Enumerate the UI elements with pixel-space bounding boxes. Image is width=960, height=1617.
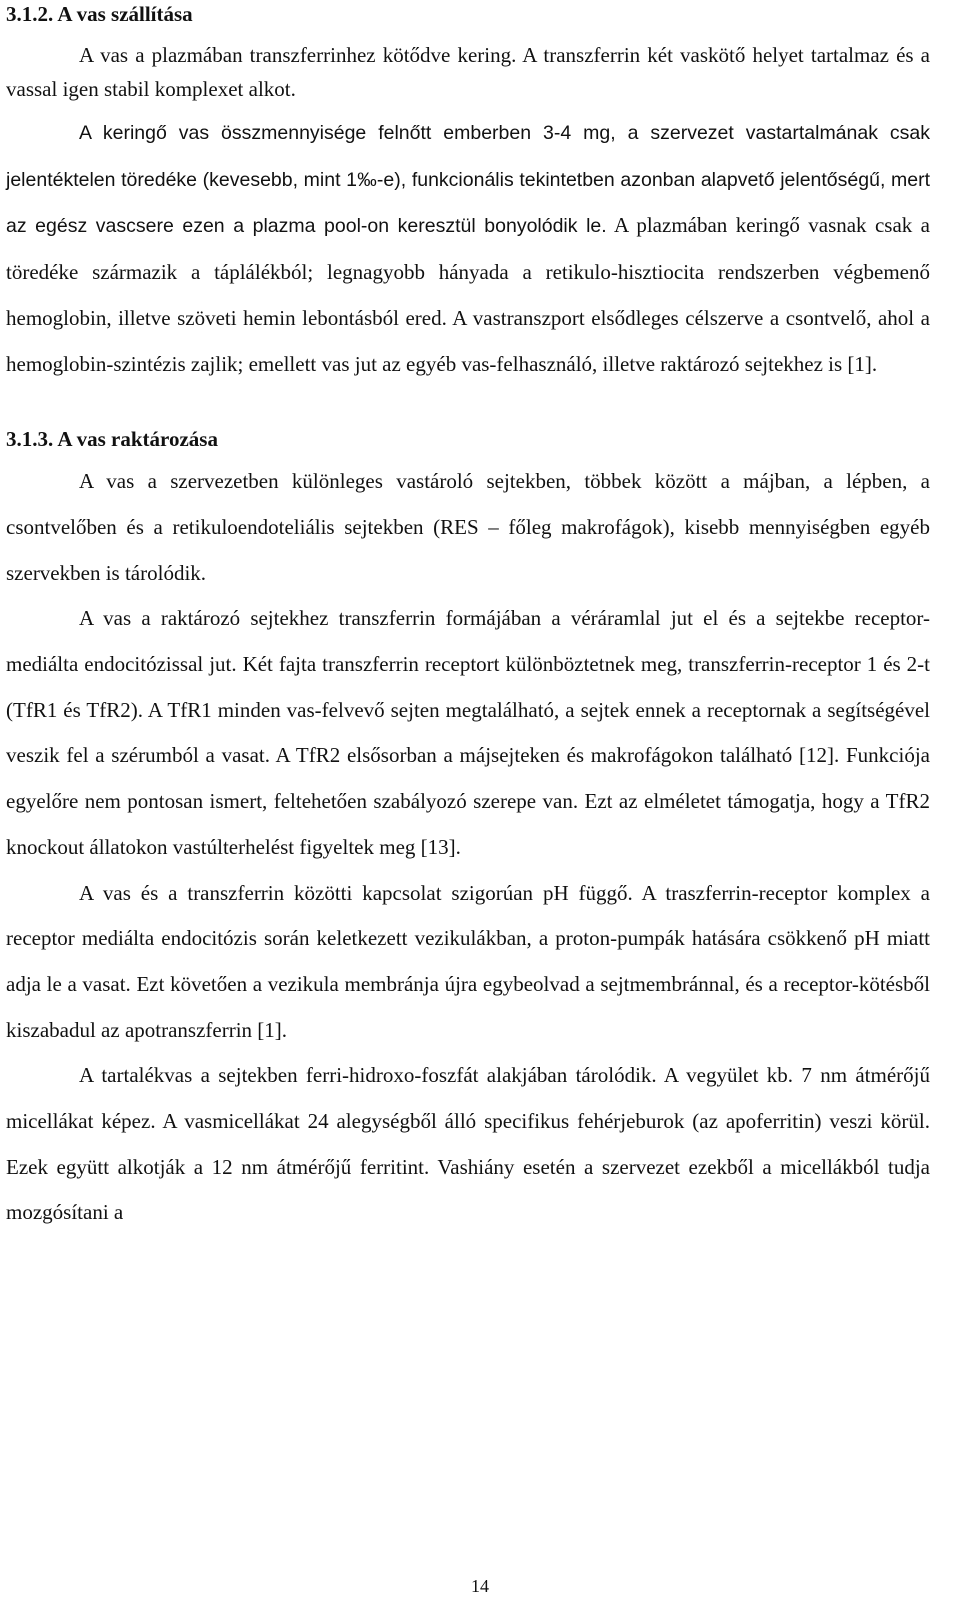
paragraph-circulating-iron-part-a: A keringő vas összmennyisége felnőtt emberben 3-4 mg, a szervezet vastartalmának csak jelentéktelen töredéke (kevesebb, mint 1‰-e), funkcionális tekintetben azonban alapvető jelentőségű, mert az egész vascsere ezen a plazma pool-on keresztül bonyolódik le. [6,122,930,238]
section-heading-3-1-3: 3.1.3. A vas raktározása [6,427,218,452]
paragraph-ferritin: A tartalékvas a sejtekben ferri-hidroxo-foszfát alakjában tárolódik. A vegyület kb. 7 nm átmérőjű micellákat képez. A vasmicellákat 24 alegységből álló specifikus fehérjeburok (az apoferritin) veszi körül. Ezek együtt alkotják a 12 nm átmérőjű ferritint. Vashiány esetén a szervezet ezekből a micellákból tudja mozgósítani a [6,1063,930,1225]
page-number: 14 [471,1576,489,1596]
paragraph-circulating-iron [6,110,930,387]
paragraph-transport-intro: A vas a plazmában transzferrinhez kötődve kering. A transzferrin két vaskötő helyet tartalmaz és a vassal igen stabil komplexet alkot. [6,43,930,101]
document-page [6,0,930,1236]
paragraph-ph-dependence: A vas és a transzferrin közötti kapcsolat szigorúan pH függő. A traszferrin-receptor komplex a receptor mediálta endocitózis során keletkezett vezikulákban, a proton-pumpák hatására csökkenő pH miatt adja le a vasat. Ezt követően a vezikula membránja újra egybeolvad a sejtmembránnal, és a receptor-kötésből kiszabadul az apotranszferrin [1]. [6,880,930,1042]
section-heading-3-1-2: 3.1.2. A vas szállítása [6,2,193,26]
paragraph-storage-sites: A vas a szervezetben különleges vastároló sejtekben, többek között a májban, a lépben, a csontvelőben és a retikuloendoteliális sejtekben (RES – főleg makrofágok), kisebb mennyiségben egyéb szervekben is tárolódik. [6,469,930,585]
paragraph-circulating-iron-part-b: A plazmában keringő vasnak csak a töredéke származik a táplálékból; legnagyobb hányada a retikulo-hisztiocita rendszerben végbemenő hemoglobin, illetve szöveti hemin lebontásból ered. A vastranszport elsődleges célszerve a csontvelő, ahol a hemoglobin-szintézis zajlik; emellett vas jut az egyéb vas-felhasználó, illetve raktározó sejtekhez is [1]. [6,213,930,376]
paragraph-transferrin-receptors: A vas a raktározó sejtekhez transzferrin formájában a véráramlal jut el és a sejtekbe receptor-mediálta endocitózissal jut. Két fajta transzferrin receptort különböztetnek meg, transzferrin-receptor 1 és 2-t (TfR1 és TfR2). A TfR1 minden vas-felvevő sejten megtalálható, a sejtek ennek a receptornak a segítségével veszik fel a szérumból a vasat. A TfR2 elsősorban a májsejteken és makrofágokon található [12]. Funkciója egyelőre nem pontosan ismert, feltehetően szabályozó szerepe van. Ezt az elméletet támogatja, hogy a TfR2 knockout állatokon vastúlterhelést figyeltek meg [13]. [6,606,930,859]
